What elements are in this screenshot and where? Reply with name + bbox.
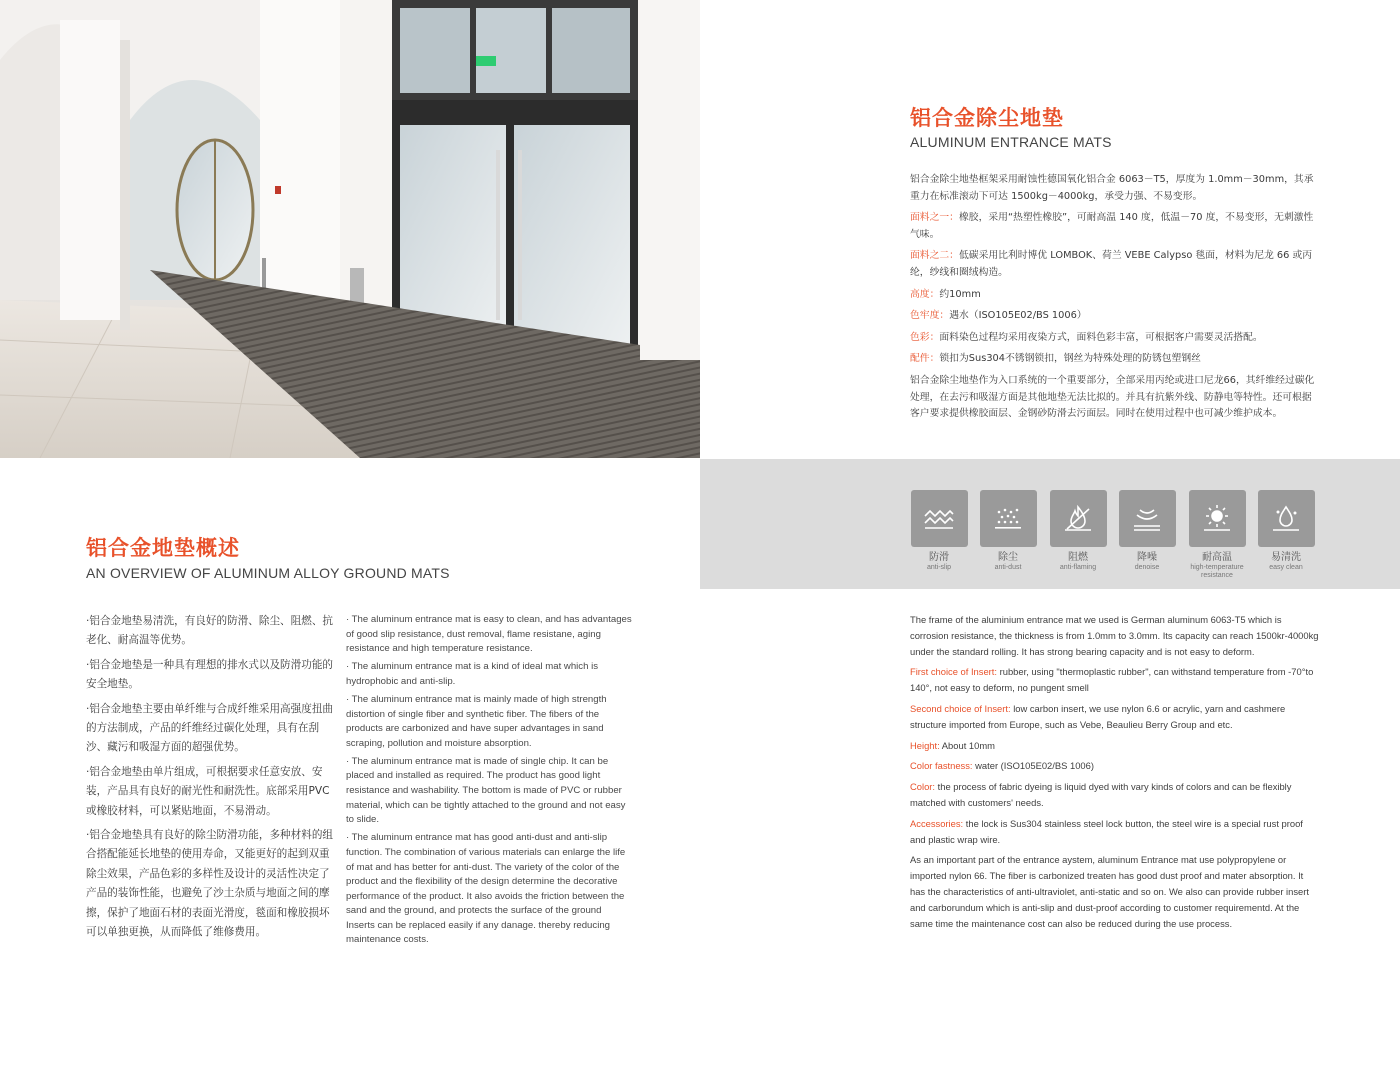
spec-item-en: Second choice of Insert: low carbon insert, we use nylon 6.6 or acrylic, yarn and cashmere structure imported from Europe, such as Vebe, Beaulieu Berry Group and etc. [910, 702, 1286, 730]
lobby-illustration [0, 0, 700, 458]
product-title-cn: 铝合金除尘地垫 [910, 106, 1064, 130]
feature-high-temperature: 耐高温 high-temperature resistance [1188, 490, 1246, 579]
product-intro-cn: 铝合金除尘地垫框架采用耐蚀性德国氧化铝合金 6063－T5，厚度为 1.0mm－30mm，其承重力在标准滚动下可达 1500kg－4000kg，承受力强、不易变形。 [910, 174, 1314, 202]
overview-list-cn [86, 612, 336, 948]
list-item: · The aluminum entrance mat is easy to clean, and has advantages of good slip resistance, dust removal, flame resistane, aging resistance and high temperature resistance. [346, 614, 632, 655]
feature-anti-flaming: 阻燃 anti-flaming [1049, 490, 1107, 572]
list-item: ·铝合金地垫是一种具有理想的排水式以及防滑功能的安全地垫。 [86, 658, 334, 691]
overview-list-en [346, 613, 632, 952]
list-item: ·铝合金地垫具有良好的除尘防滑功能，多种材料的组合搭配能延长地垫的使用寿命，又能更好的起到双重除尘效果，产品色彩的多样性及设计的灵活性决定了产品的装饰性能，也避免了沙土杂质与地面之间的摩擦，保护了地面石材的表面光滑度，毯面和橡胶损坏可以单独更换，从而降低了维修费用。 [86, 829, 334, 939]
spec-item-en: Color fastness: water (ISO105E02/BS 1006) [910, 760, 1094, 772]
spec-summary-en: As an important part of the entrance aystem, aluminum Entrance mat use polypropylene or imported nylon 66. The fiber is carbonized treaten has good dust proof and mater absorption. It has the characteristics of anti-ultraviolet, anti-static and so on. We also can provide rubber insert and carborundum which is anti-slip and dust-proof according to customer requirementd. At the same time the maintenance cost can also be reduced during the use process. [910, 854, 1309, 929]
list-item: ·铝合金地垫主要由单纤维与合成纤维采用高强度扭曲的方法制成，产品的纤维经过碳化处理，具有在刮沙、藏污和吸湿方面的超强优势。 [86, 702, 334, 754]
feature-easy-clean: 易清洗 easy clean [1257, 490, 1315, 572]
product-summary-cn: 铝合金除尘地垫作为入口系统的一个重要部分，全部采用丙纶或进口尼龙66，其纤维经过碳化处理，在去污和吸湿方面是其他地垫无法比拟的。并具有抗紫外线、防静电等特性。还可根据客户要求提供橡胶面层、金钢砂防滑去污面层。同时在使用过程中也可减少维护成本。 [910, 374, 1315, 420]
spec-item-cn: 配件：锁扣为Sus304不锈钢锁扣，钢丝为特殊处理的防锈包塑钢丝 [910, 353, 1201, 365]
spec-intro-en: The frame of the aluminium entrance mat we used is German aluminum 6063-T5 which is corrosion resistance, the thickness is from 1.0mm to 3.0mm. Its capacity can reach 1500kr-4000kg under the standard rolling. It has strong bearing capacity and is not easy to deform. [910, 614, 1319, 657]
wave-icon [911, 490, 968, 547]
list-item: · The aluminum entrance mat is a kind of ideal mat which is hydrophobic and anti-slip. [346, 661, 599, 687]
list-item: ·铝合金地垫易清洗，有良好的防滑、除尘、阻燃、抗老化、耐高温等优势。 [86, 615, 334, 647]
lobby-photo [0, 0, 700, 458]
spec-item-en: Accessories: the lock is Sus304 stainless steel lock button, the steel wire is a special rust proof and plastic wrap wire. [910, 817, 1303, 845]
overview-title-en: AN OVERVIEW OF ALUMINUM ALLOY GROUND MATS [86, 565, 450, 581]
product-description-en [910, 612, 1320, 936]
dust-icon [980, 490, 1037, 547]
list-item: ·铝合金地垫由单片组成，可根据要求任意安放、安装，产品具有良好的耐光性和耐洗性。底部采用PVC或橡胶材料，可以紧贴地面，不易滑动。 [86, 765, 330, 817]
spec-item-cn: 面料之一：橡胶，采用“热塑性橡胶”，可耐高温 140 度，低温－70 度，不易变形，无刺激性气味。 [910, 212, 1314, 240]
sun-icon [1189, 490, 1246, 547]
feature-band [700, 459, 1400, 589]
spec-item-en: Height: About 10mm [910, 739, 995, 751]
feature-denoise: 降噪 denoise [1118, 490, 1176, 572]
drop-icon [1258, 490, 1315, 547]
flame-icon [1050, 490, 1107, 547]
spec-item-en: Color: the process of fabric dyeing is liquid dyed with vary kinds of colors and can be flexibly matched with customers' needs. [910, 781, 1292, 808]
spec-item-cn: 色牢度：遇水（ISO105E02/BS 1006） [910, 310, 1087, 322]
sound-icon [1119, 490, 1176, 547]
list-item: · The aluminum entrance mat is mainly made of high strength distortion of single fiber and synthetic fiber. The fibers of the products are carbonized and have super advantages in sand scraping, pollution and moisture absorption. [346, 693, 607, 749]
spec-item-en: First choice of Insert: rubber, using "thermoplastic rubber", can withstand temperature from -70°to 140°, not easy to deform, no pungent smell [910, 666, 1314, 694]
list-item: · The aluminum entrance mat is made of single chip. It can be placed and installed as required. The product has good light resistance and washability. The bottom is made of PVC or rubber material, which can be tightly attached to the ground and not easy to slide. [346, 755, 626, 826]
feature-anti-slip: 防滑 anti-slip [910, 490, 968, 572]
overview-title-cn: 铝合金地垫概述 [86, 536, 240, 560]
spec-item-cn: 面料之二：低碳采用比利时博优 LOMBOK、荷兰 VEBE Calypso 毯面，材料为尼龙 66 或丙纶，纱线和圈绒构造。 [910, 250, 1313, 278]
spec-item-cn: 高度：约10mm [910, 288, 981, 300]
feature-anti-dust: 除尘 anti-dust [979, 490, 1037, 572]
product-title-en: ALUMINUM ENTRANCE MATS [910, 134, 1112, 150]
product-description-cn [910, 172, 1318, 428]
spec-item-cn: 色彩：面料染色过程均采用夜染方式，面料色彩丰富，可根据客户需要灵活搭配。 [910, 331, 1263, 343]
list-item: · The aluminum entrance mat has good anti-dust and anti-slip function. The combination of various materials can enlarge the life of mat and has better for anti-dust. The variety of the color of the product and the flexibility of the design determine the decorative performance of the product. It also avoids the friction between the sand and the ground, and protects the surface of the ground Inserts can be replaced easily if any danage. thereby reducing maintenance costs. [346, 832, 626, 946]
